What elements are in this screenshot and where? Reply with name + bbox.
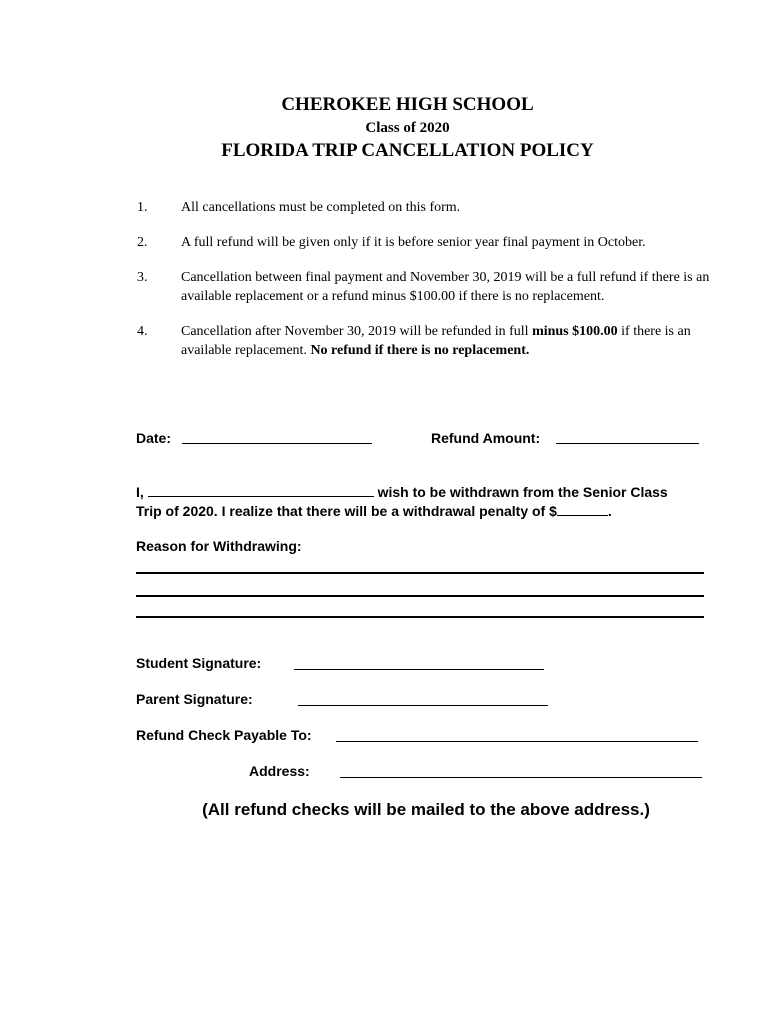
school-name: CHEROKEE HIGH SCHOOL xyxy=(281,94,534,115)
reason-label: Reason for Withdrawing: xyxy=(136,538,302,554)
policy-item-text xyxy=(181,322,717,360)
withdraw-line2: Trip of 2020. I realize that there will be a withdrawal penalty of $ xyxy=(136,503,557,519)
mailing-note: (All refund checks will be mailed to the above address.) xyxy=(202,800,650,819)
student-name-field[interactable] xyxy=(148,484,374,497)
reason-line[interactable] xyxy=(136,572,704,574)
parent-signature-field[interactable] xyxy=(298,705,548,706)
policy-title: FLORIDA TRIP CANCELLATION POLICY xyxy=(221,140,594,161)
student-signature-field[interactable] xyxy=(294,669,544,670)
penalty-amount-emphasis: minus $100.00 xyxy=(532,324,618,339)
date-field[interactable] xyxy=(182,443,372,444)
student-signature-label: Student Signature: xyxy=(136,655,262,671)
policy-item xyxy=(137,233,747,252)
withdraw-statement-line1 xyxy=(136,484,668,500)
penalty-amount-field[interactable] xyxy=(557,503,608,516)
policy-item-text-part: Cancellation after November 30, 2019 will be refunded in full xyxy=(181,324,533,339)
policy-item-text: A full refund will be given only if it is before senior year final payment in October. xyxy=(181,235,646,250)
parent-signature-label: Parent Signature: xyxy=(136,691,253,707)
class-year: Class of 2020 xyxy=(365,120,450,136)
policy-item-text-part: if there is an available replacement. xyxy=(181,324,691,358)
refund-amount-field[interactable] xyxy=(556,443,699,444)
reason-line[interactable] xyxy=(136,595,704,597)
policy-item xyxy=(137,322,717,360)
payable-to-label: Refund Check Payable To: xyxy=(136,727,312,743)
withdraw-middle: wish to be withdrawn from the Senior Class xyxy=(377,484,668,500)
reason-line[interactable] xyxy=(136,616,704,618)
payable-to-field[interactable] xyxy=(336,741,698,742)
policy-item-number: 1. xyxy=(137,200,148,215)
date-label: Date: xyxy=(136,430,172,446)
policy-item-number: 2. xyxy=(137,235,148,250)
withdraw-prefix: I, xyxy=(136,484,144,500)
refund-amount-label: Refund Amount: xyxy=(431,430,541,446)
address-field[interactable] xyxy=(340,777,702,778)
policy-item-number: 4. xyxy=(137,324,148,339)
policy-item xyxy=(137,198,747,217)
policy-item xyxy=(137,268,747,306)
policy-item-text: All cancellations must be completed on this form. xyxy=(181,200,461,215)
withdraw-end: . xyxy=(607,503,612,519)
policy-item-text: Cancellation between final payment and November 30, 2019 will be a full refund if there is an available replacement or a refund minus $100.00 if there is no replacement. xyxy=(181,270,710,304)
address-label: Address: xyxy=(249,763,310,779)
no-refund-emphasis: No refund if there is no replacement. xyxy=(310,343,530,358)
policy-item-number: 3. xyxy=(137,270,148,285)
withdraw-statement-line2 xyxy=(136,503,612,519)
